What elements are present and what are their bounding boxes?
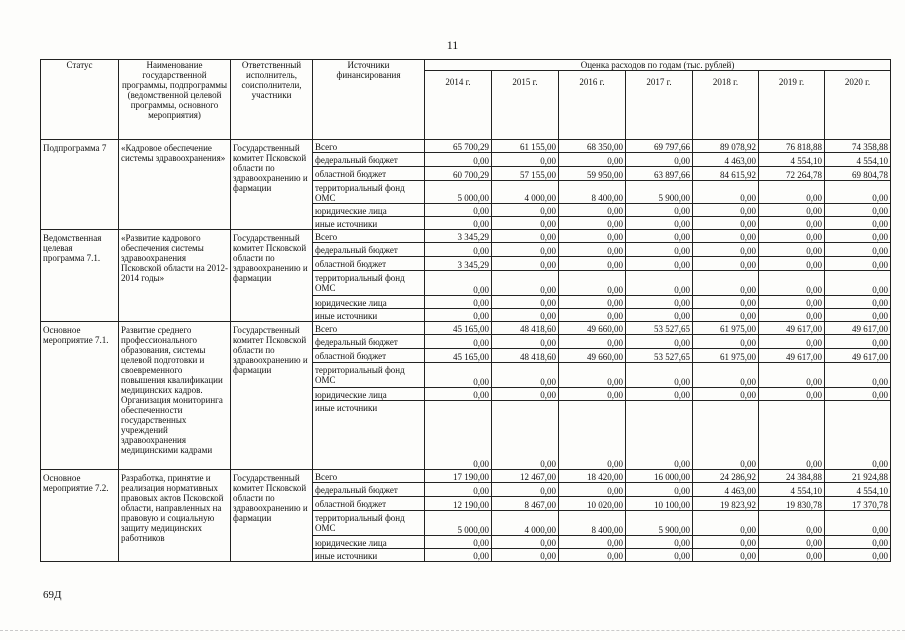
source-cell: территориальный фонд ОМС — [313, 511, 425, 536]
value-cell: 0,00 — [626, 296, 693, 309]
value-cell: 0,00 — [492, 549, 559, 562]
value-cell: 63 897,66 — [626, 167, 693, 181]
value-cell: 0,00 — [825, 363, 891, 388]
table-row — [41, 322, 891, 335]
header-name: Наименование государственной программы, подпрограммы (ведомственной целевой программы, основного мероприятия) — [119, 60, 231, 140]
source-cell: Всего — [313, 322, 425, 335]
value-cell: 0,00 — [626, 335, 693, 349]
value-cell: 69 797,66 — [626, 140, 693, 153]
value-cell: 0,00 — [425, 217, 492, 230]
value-cell: 0,00 — [492, 388, 559, 401]
value-cell: 48 418,60 — [492, 322, 559, 335]
budget-table — [40, 59, 891, 562]
value-cell: 8 400,00 — [559, 181, 626, 204]
value-cell: 0,00 — [759, 309, 825, 322]
source-cell: юридические лица — [313, 388, 425, 401]
value-cell: 0,00 — [492, 153, 559, 167]
value-cell: 0,00 — [759, 271, 825, 296]
value-cell: 0,00 — [492, 483, 559, 497]
value-cell: 0,00 — [693, 511, 759, 536]
value-cell: 0,00 — [492, 536, 559, 549]
value-cell: 0,00 — [492, 217, 559, 230]
table-header — [41, 60, 891, 140]
source-cell: территориальный фонд ОМС — [313, 363, 425, 388]
source-cell: федеральный бюджет — [313, 483, 425, 497]
value-cell: 0,00 — [559, 296, 626, 309]
value-cell: 0,00 — [825, 243, 891, 257]
source-cell: областной бюджет — [313, 349, 425, 363]
value-cell: 0,00 — [559, 536, 626, 549]
value-cell: 0,00 — [825, 230, 891, 243]
value-cell: 0,00 — [759, 401, 825, 470]
value-cell: 0,00 — [559, 153, 626, 167]
value-cell: 49 617,00 — [759, 349, 825, 363]
value-cell: 0,00 — [425, 549, 492, 562]
responsible-cell: Государственный комитет Псковской области по здравоохранению и фармации — [231, 470, 313, 562]
value-cell: 16 000,00 — [626, 470, 693, 483]
value-cell: 0,00 — [492, 257, 559, 271]
value-cell: 0,00 — [559, 230, 626, 243]
source-cell: территориальный фонд ОМС — [313, 271, 425, 296]
source-cell: юридические лица — [313, 296, 425, 309]
value-cell: 60 700,29 — [425, 167, 492, 181]
value-cell: 48 418,60 — [492, 349, 559, 363]
header-estimate: Оценка расходов по годам (тыс. рублей) — [425, 60, 891, 71]
value-cell: 17 370,78 — [825, 497, 891, 511]
source-cell: Всего — [313, 470, 425, 483]
name-cell: Разработка, принятие и реализация нормативных правовых актов Псковской области, направленных на правовую и социальную защиту медицинских работников — [119, 470, 231, 562]
value-cell: 0,00 — [425, 309, 492, 322]
value-cell: 18 420,00 — [559, 470, 626, 483]
value-cell: 0,00 — [626, 536, 693, 549]
value-cell: 0,00 — [425, 363, 492, 388]
value-cell: 49 660,00 — [559, 322, 626, 335]
value-cell: 0,00 — [825, 204, 891, 217]
value-cell: 0,00 — [425, 401, 492, 470]
value-cell: 3 345,29 — [425, 230, 492, 243]
value-cell: 0,00 — [559, 388, 626, 401]
value-cell: 0,00 — [693, 257, 759, 271]
value-cell: 0,00 — [693, 217, 759, 230]
value-cell: 0,00 — [693, 388, 759, 401]
value-cell: 5 000,00 — [425, 511, 492, 536]
header-year: 2014 г. — [425, 71, 492, 140]
value-cell: 57 155,00 — [492, 167, 559, 181]
header-status: Статус — [41, 60, 119, 140]
source-cell: иные источники — [313, 217, 425, 230]
value-cell: 0,00 — [693, 230, 759, 243]
value-cell: 3 345,29 — [425, 257, 492, 271]
value-cell: 21 924,88 — [825, 470, 891, 483]
value-cell: 0,00 — [759, 335, 825, 349]
source-cell: юридические лица — [313, 536, 425, 549]
header-responsible: Ответственный исполнитель, соисполнители, участники — [231, 60, 313, 140]
value-cell: 0,00 — [626, 309, 693, 322]
value-cell: 0,00 — [825, 309, 891, 322]
source-cell: территориальный фонд ОМС — [313, 181, 425, 204]
value-cell: 0,00 — [825, 217, 891, 230]
value-cell: 0,00 — [693, 181, 759, 204]
value-cell: 0,00 — [626, 257, 693, 271]
source-cell: областной бюджет — [313, 257, 425, 271]
value-cell: 0,00 — [626, 243, 693, 257]
value-cell: 0,00 — [626, 230, 693, 243]
table-row — [41, 230, 891, 243]
value-cell: 8 467,00 — [492, 497, 559, 511]
value-cell: 0,00 — [693, 271, 759, 296]
value-cell: 0,00 — [825, 388, 891, 401]
value-cell: 4 554,10 — [759, 483, 825, 497]
value-cell: 72 264,78 — [759, 167, 825, 181]
value-cell: 0,00 — [492, 363, 559, 388]
value-cell: 0,00 — [626, 217, 693, 230]
value-cell: 0,00 — [693, 204, 759, 217]
page-number: 11 — [446, 38, 459, 52]
value-cell: 0,00 — [825, 536, 891, 549]
value-cell: 0,00 — [425, 271, 492, 296]
header-year: 2020 г. — [825, 71, 891, 140]
value-cell: 0,00 — [759, 363, 825, 388]
value-cell: 0,00 — [559, 271, 626, 296]
value-cell: 0,00 — [825, 271, 891, 296]
value-cell: 4 554,10 — [825, 153, 891, 167]
responsible-cell: Государственный комитет Псковской области по здравоохранению и фармации — [231, 140, 313, 230]
value-cell: 61 155,00 — [492, 140, 559, 153]
value-cell: 0,00 — [559, 257, 626, 271]
header-year: 2016 г. — [559, 71, 626, 140]
table-body — [41, 140, 891, 562]
value-cell: 0,00 — [626, 401, 693, 470]
value-cell: 49 617,00 — [759, 322, 825, 335]
value-cell: 65 700,29 — [425, 140, 492, 153]
value-cell: 0,00 — [492, 271, 559, 296]
value-cell: 0,00 — [425, 204, 492, 217]
value-cell: 0,00 — [759, 511, 825, 536]
value-cell: 0,00 — [492, 243, 559, 257]
value-cell: 4 554,10 — [825, 483, 891, 497]
value-cell: 0,00 — [693, 335, 759, 349]
value-cell: 0,00 — [626, 549, 693, 562]
value-cell: 0,00 — [759, 257, 825, 271]
value-cell: 53 527,65 — [626, 349, 693, 363]
value-cell: 0,00 — [693, 309, 759, 322]
value-cell: 0,00 — [693, 536, 759, 549]
source-cell: федеральный бюджет — [313, 335, 425, 349]
value-cell: 69 804,78 — [825, 167, 891, 181]
value-cell: 0,00 — [759, 181, 825, 204]
status-cell: Ведомственная целевая программа 7.1. — [41, 230, 119, 322]
value-cell: 0,00 — [825, 511, 891, 536]
value-cell: 0,00 — [559, 309, 626, 322]
value-cell: 12 467,00 — [492, 470, 559, 483]
value-cell: 0,00 — [693, 243, 759, 257]
value-cell: 0,00 — [559, 483, 626, 497]
value-cell: 17 190,00 — [425, 470, 492, 483]
value-cell: 84 615,92 — [693, 167, 759, 181]
footer-code: 69Д — [43, 589, 62, 601]
value-cell: 61 975,00 — [693, 349, 759, 363]
value-cell: 0,00 — [626, 204, 693, 217]
source-cell: юридические лица — [313, 204, 425, 217]
header-year: 2015 г. — [492, 71, 559, 140]
value-cell: 0,00 — [759, 217, 825, 230]
value-cell: 49 660,00 — [559, 349, 626, 363]
value-cell: 0,00 — [559, 363, 626, 388]
value-cell: 0,00 — [759, 388, 825, 401]
value-cell: 0,00 — [492, 401, 559, 470]
value-cell: 49 617,00 — [825, 322, 891, 335]
value-cell: 0,00 — [425, 243, 492, 257]
status-cell: Подпрограмма 7 — [41, 140, 119, 230]
value-cell: 0,00 — [759, 296, 825, 309]
table-row — [41, 140, 891, 153]
value-cell: 0,00 — [425, 388, 492, 401]
value-cell: 10 020,00 — [559, 497, 626, 511]
source-cell: иные источники — [313, 549, 425, 562]
value-cell: 0,00 — [825, 335, 891, 349]
header-year: 2017 г. — [626, 71, 693, 140]
value-cell: 0,00 — [559, 243, 626, 257]
name-cell: «Кадровое обеспечение системы здравоохранения» — [119, 140, 231, 230]
source-cell: федеральный бюджет — [313, 243, 425, 257]
value-cell: 5 900,00 — [626, 511, 693, 536]
value-cell: 0,00 — [759, 243, 825, 257]
value-cell: 0,00 — [425, 296, 492, 309]
value-cell: 0,00 — [759, 204, 825, 217]
value-cell: 0,00 — [492, 296, 559, 309]
header-year: 2018 г. — [693, 71, 759, 140]
value-cell: 61 975,00 — [693, 322, 759, 335]
value-cell: 4 000,00 — [492, 181, 559, 204]
responsible-cell: Государственный комитет Псковской области по здравоохранению и фармации — [231, 322, 313, 470]
value-cell: 76 818,88 — [759, 140, 825, 153]
value-cell: 74 358,88 — [825, 140, 891, 153]
value-cell: 5 900,00 — [626, 181, 693, 204]
name-cell: «Развитие кадрового обеспечения системы здравоохранения Псковской области на 2012-2014 годы» — [119, 230, 231, 322]
value-cell: 0,00 — [626, 153, 693, 167]
value-cell: 0,00 — [492, 335, 559, 349]
source-cell: федеральный бюджет — [313, 153, 425, 167]
value-cell: 8 400,00 — [559, 511, 626, 536]
table-row — [41, 470, 891, 483]
value-cell: 59 950,00 — [559, 167, 626, 181]
value-cell: 19 830,78 — [759, 497, 825, 511]
value-cell: 0,00 — [825, 296, 891, 309]
value-cell: 0,00 — [425, 335, 492, 349]
status-cell: Основное мероприятие 7.1. — [41, 322, 119, 470]
value-cell: 0,00 — [559, 335, 626, 349]
value-cell: 0,00 — [425, 536, 492, 549]
value-cell: 0,00 — [492, 309, 559, 322]
value-cell: 0,00 — [825, 257, 891, 271]
value-cell: 53 527,65 — [626, 322, 693, 335]
value-cell: 0,00 — [559, 204, 626, 217]
value-cell: 0,00 — [559, 401, 626, 470]
value-cell: 0,00 — [825, 549, 891, 562]
value-cell: 68 350,00 — [559, 140, 626, 153]
value-cell: 0,00 — [425, 483, 492, 497]
header-year: 2019 г. — [759, 71, 825, 140]
value-cell: 0,00 — [693, 549, 759, 562]
value-cell: 19 823,92 — [693, 497, 759, 511]
source-cell: областной бюджет — [313, 167, 425, 181]
value-cell: 0,00 — [626, 388, 693, 401]
source-cell: Всего — [313, 230, 425, 243]
value-cell: 0,00 — [759, 230, 825, 243]
value-cell: 0,00 — [825, 181, 891, 204]
name-cell: Развитие среднего профессионального образования, системы целевой подготовки и своевременного повышения квалификации медицинских кадров. Организация мониторинга обеспеченности государственных учреждений здравоохранения медицинскими кадрами — [119, 322, 231, 470]
responsible-cell: Государственный комитет Псковской области по здравоохранению и фармации — [231, 230, 313, 322]
source-cell: иные источники — [313, 309, 425, 322]
value-cell: 4 463,00 — [693, 153, 759, 167]
value-cell: 24 286,92 — [693, 470, 759, 483]
value-cell: 10 100,00 — [626, 497, 693, 511]
header-sources: Источники финансирования — [313, 60, 425, 140]
value-cell: 0,00 — [759, 549, 825, 562]
value-cell: 0,00 — [626, 271, 693, 296]
value-cell: 12 190,00 — [425, 497, 492, 511]
value-cell: 4 000,00 — [492, 511, 559, 536]
value-cell: 45 165,00 — [425, 349, 492, 363]
value-cell: 0,00 — [492, 230, 559, 243]
value-cell: 4 554,10 — [759, 153, 825, 167]
value-cell: 0,00 — [492, 204, 559, 217]
value-cell: 0,00 — [559, 549, 626, 562]
scan-edge-line — [0, 630, 905, 631]
value-cell: 0,00 — [759, 536, 825, 549]
value-cell: 5 000,00 — [425, 181, 492, 204]
source-cell: областной бюджет — [313, 497, 425, 511]
value-cell: 89 078,92 — [693, 140, 759, 153]
value-cell: 0,00 — [626, 363, 693, 388]
value-cell: 4 463,00 — [693, 483, 759, 497]
source-cell: Всего — [313, 140, 425, 153]
status-cell: Основное мероприятие 7.2. — [41, 470, 119, 562]
value-cell: 0,00 — [693, 401, 759, 470]
value-cell: 45 165,00 — [425, 322, 492, 335]
value-cell: 0,00 — [825, 401, 891, 470]
value-cell: 0,00 — [693, 296, 759, 309]
value-cell: 24 384,88 — [759, 470, 825, 483]
value-cell: 0,00 — [425, 153, 492, 167]
source-cell: иные источники — [313, 401, 425, 470]
value-cell: 49 617,00 — [825, 349, 891, 363]
value-cell: 0,00 — [626, 483, 693, 497]
value-cell: 0,00 — [559, 217, 626, 230]
value-cell: 0,00 — [693, 363, 759, 388]
